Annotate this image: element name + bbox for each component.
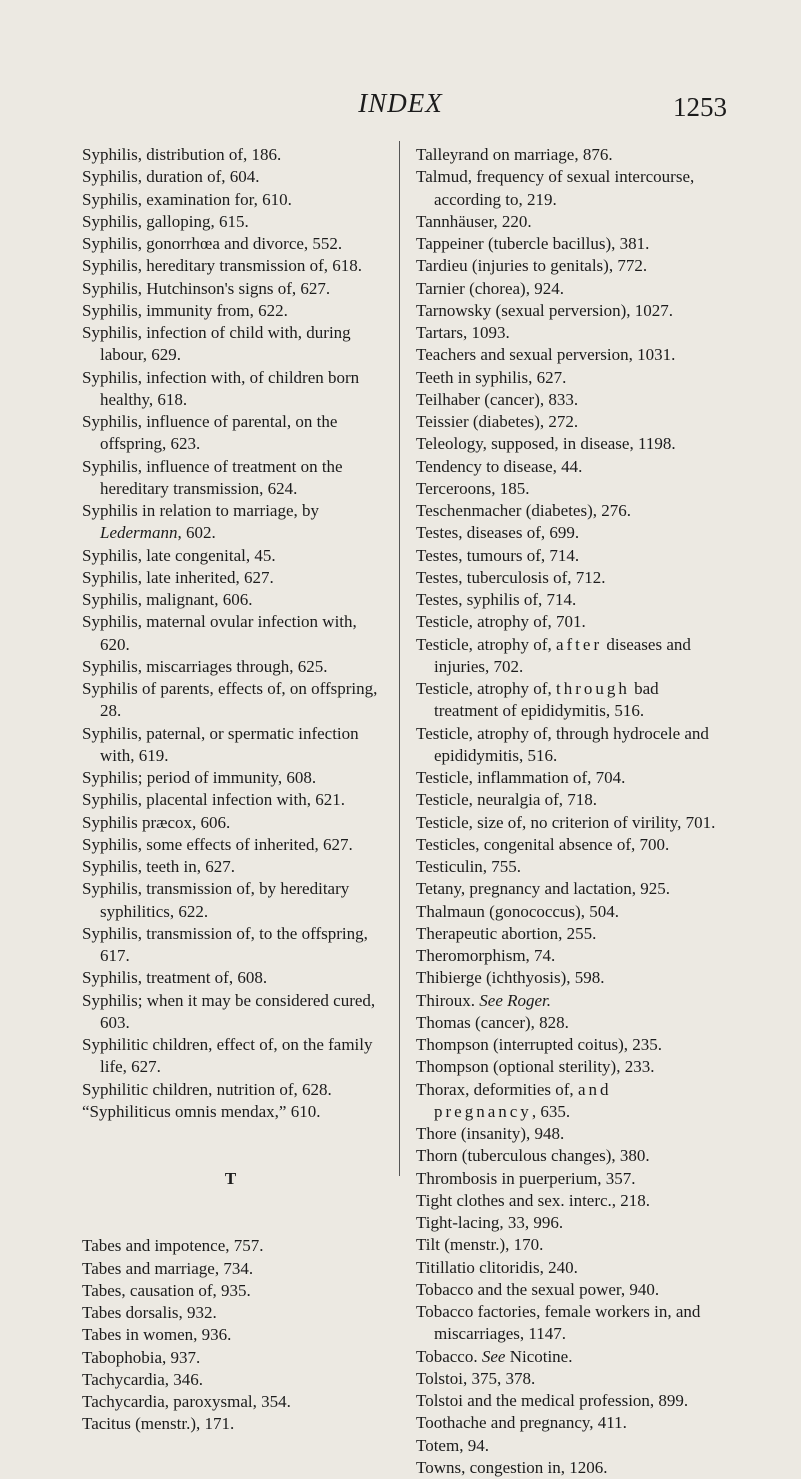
index-entry: Syphilis, late inherited, 627. (82, 567, 274, 587)
entry-text: Nicotine. (505, 1346, 573, 1366)
index-entry: Tabophobia, 937. (82, 1347, 201, 1367)
index-entry: Syphilitic children, nutrition of, 628. (82, 1079, 332, 1099)
index-entry: Tappeiner (tubercle bacillus), 381. (416, 234, 650, 253)
index-entry: Tight-lacing, 33, 996. (416, 1213, 564, 1232)
entry-spaced-text: after (555, 634, 603, 654)
index-entry: Titillatio clitoridis, 240. (416, 1257, 578, 1277)
index-entry: Syphilis, placental infection with, 621. (82, 790, 345, 810)
index-entry: Teachers and sexual perversion, 1031. (416, 345, 676, 365)
index-entry: Syphilis, transmission of, by hereditary syphilitics, 622. (82, 879, 350, 921)
index-entry: Towns, congestion in, 1206. (416, 1457, 608, 1477)
index-entry: Thibierge (ichthyosis), 598. (416, 968, 605, 988)
index-entry: Tabes and marriage, 734. (82, 1258, 254, 1278)
page-number: 1253 (673, 92, 727, 122)
index-entry (416, 678, 716, 723)
index-entry: Thalmaun (gonococcus), 504. (416, 901, 619, 921)
entry-text: Tobacco. (416, 1346, 482, 1366)
index-entry: Testes, tumours of, 714. (416, 545, 580, 565)
index-entry: Tarnier (chorea), 924. (416, 278, 564, 298)
index-entry: Testicle, neuralgia of, 718. (416, 790, 598, 810)
entry-group (82, 144, 379, 500)
index-entry: Syphilis, influence of treatment on the hereditary transmission, 624. (82, 456, 343, 498)
entry-text: diseases and injuries, 702. (434, 634, 691, 676)
index-entry: Syphilis, distribution of, 186. (82, 145, 282, 164)
index-entry: Tabes, causation of, 935. (82, 1280, 251, 1300)
entry-italic-text: See Roger. (479, 990, 552, 1010)
index-entry: Talmud, frequency of sexual intercourse, according to, 219. (416, 167, 695, 209)
index-entry: Toothache and pregnancy, 411. (416, 1413, 627, 1433)
index-entry: Tannhäuser, 220. (416, 211, 532, 231)
index-entry (416, 634, 716, 679)
index-entry: Tilt (menstr.), 170. (416, 1235, 544, 1255)
index-entry: Tachycardia, 346. (82, 1369, 204, 1389)
entry-text: Thiroux. (416, 990, 480, 1010)
index-entry: Testicle, inflammation of, 704. (416, 768, 626, 787)
index-entry: Terceroons, 185. (416, 478, 530, 498)
running-head: INDEX (358, 88, 443, 118)
index-entry: Syphilis of parents, effects of, on offspring, 28. (82, 679, 378, 721)
index-entry: Testes, tuberculosis of, 712. (416, 567, 606, 587)
entry-group (82, 1235, 379, 1435)
index-entry: Tardieu (injuries to genitals), 772. (416, 256, 648, 276)
index-entry: Testes, syphilis of, 714. (416, 590, 577, 609)
index-entry: Tarnowsky (sexual perversion), 1027. (416, 300, 674, 320)
index-entry: Syphilitic children, effect of, on the family life, 627. (82, 1035, 373, 1077)
entry-text: Thorax, deformities of, (416, 1079, 578, 1099)
index-entry: Syphilis, gonorrhœa and divorce, 552. (82, 234, 343, 253)
index-entry: Syphilis, infection with, of children born healthy, 618. (82, 367, 360, 409)
index-entry: Thore (insanity), 948. (416, 1124, 565, 1143)
index-entry: Thompson (interrupted coitus), 235. (416, 1035, 662, 1054)
index-entry: Thomas (cancer), 828. (416, 1012, 569, 1032)
entry-spaced-text: through (555, 679, 630, 698)
entry-text: bad treatment of epididymitis, 516. (434, 679, 659, 721)
index-entry: Tetany, pregnancy and lactation, 925. (416, 879, 671, 899)
section-letter-heading: T (224, 1169, 237, 1188)
index-entry: Tabes dorsalis, 932. (82, 1303, 217, 1322)
index-entry: Syphilis, transmission of, to the offspring, 617. (82, 923, 368, 965)
index-entry: Syphilis, hereditary transmission of, 618. (82, 256, 363, 276)
index-entry: Teissier (diabetes), 272. (416, 412, 579, 431)
entry-text: Syphilis in relation to marriage, by (82, 501, 320, 520)
index-entry: Syphilis, maternal ovular infection with, 620. (82, 612, 357, 654)
index-entry: Theromorphism, 74. (416, 946, 556, 965)
index-entry: Teschenmacher (diabetes), 276. (416, 501, 631, 520)
index-entry: “Syphiliticus omnis mendax,” 610. (82, 1101, 321, 1121)
entry-group (82, 545, 379, 1124)
entry-spaced-text: and pregnancy (434, 1079, 612, 1121)
index-entry: Talleyrand on marriage, 876. (416, 145, 613, 164)
index-entry: Teleology, supposed, in disease, 1198. (416, 434, 676, 454)
index-entry (416, 1079, 716, 1124)
index-entry: Syphilis, malignant, 606. (82, 590, 253, 609)
index-entry: Thorn (tuberculous changes), 380. (416, 1146, 650, 1166)
index-entry: Syphilis præcox, 606. (82, 812, 231, 832)
index-entry: Syphilis, galloping, 615. (82, 211, 249, 231)
entry-group (416, 723, 716, 990)
index-entry: Thompson (optional sterility), 233. (416, 1057, 655, 1077)
entry-italic-text: Ledermann (100, 523, 178, 543)
index-entry: Testicle, size of, no criterion of virility, 701. (416, 812, 716, 832)
entry-group (416, 1368, 716, 1479)
index-entry: Testes, diseases of, 699. (416, 523, 580, 543)
index-entry: Tolstoi and the medical profession, 899. (416, 1391, 689, 1410)
index-entry: Syphilis, duration of, 604. (82, 167, 260, 187)
index-entry: Syphilis, some effects of inherited, 627. (82, 834, 353, 854)
index-entry: Syphilis, miscarriages through, 625. (82, 656, 328, 676)
index-column-right (416, 144, 716, 1479)
entry-group (416, 1123, 716, 1346)
index-entry: Tabes and impotence, 757. (82, 1236, 264, 1256)
index-entry: Tolstoi, 375, 378. (416, 1368, 536, 1388)
index-entry: Totem, 94. (416, 1435, 489, 1455)
index-entry: Tartars, 1093. (416, 323, 510, 342)
index-entry: Syphilis, late congenital, 45. (82, 545, 276, 565)
index-entry: Thrombosis in puerperium, 357. (416, 1168, 636, 1188)
index-entry (416, 1346, 716, 1368)
index-entry: Testicle, atrophy of, through hydrocele and epididymitis, 516. (416, 723, 709, 765)
index-entry: Tobacco factories, female workers in, and miscarriages, 1147. (416, 1302, 701, 1344)
index-column-left (82, 144, 379, 1436)
index-entry: Syphilis, influence of parental, on the offspring, 623. (82, 412, 338, 454)
index-entry: Syphilis, paternal, or spermatic infection with, 619. (82, 723, 359, 765)
index-entry: Teilhaber (cancer), 833. (416, 389, 579, 409)
index-entry: Tacitus (menstr.), 171. (82, 1414, 235, 1434)
index-entry: Syphilis, examination for, 610. (82, 189, 292, 209)
entry-text: , 635. (531, 1101, 571, 1121)
index-entry: Tobacco and the sexual power, 940. (416, 1279, 660, 1299)
entry-italic-text: See (481, 1346, 506, 1366)
entry-group (416, 144, 716, 634)
entry-text: Testicle, atrophy of, (416, 679, 556, 698)
index-entry: Testicle, atrophy of, 701. (416, 612, 586, 632)
index-entry (82, 500, 379, 545)
index-entry: Tabes in women, 936. (82, 1325, 232, 1345)
index-entry: Syphilis, infection of child with, during labour, 629. (82, 323, 351, 365)
index-entry: Testicles, congenital absence of, 700. (416, 834, 670, 854)
index-entry: Tight clothes and sex. interc., 218. (416, 1190, 651, 1210)
index-entry: Therapeutic abortion, 255. (416, 923, 597, 943)
index-entry: Teeth in syphilis, 627. (416, 367, 567, 387)
column-divider (399, 141, 400, 1176)
index-entry (416, 990, 716, 1012)
index-entry: Syphilis, teeth in, 627. (82, 857, 235, 876)
index-entry: Syphilis; when it may be considered cured, 603. (82, 990, 376, 1032)
index-entry: Syphilis; period of immunity, 608. (82, 768, 317, 787)
entry-group (416, 1012, 716, 1079)
index-entry: Tendency to disease, 44. (416, 456, 583, 476)
page-header (0, 88, 801, 128)
index-entry: Syphilis, immunity from, 622. (82, 300, 288, 320)
entry-text: , 602. (177, 523, 216, 543)
index-entry: Syphilis, treatment of, 608. (82, 968, 268, 988)
index-entry: Testiculin, 755. (416, 857, 522, 876)
entry-text: Testicle, atrophy of, (416, 634, 556, 654)
index-entry: Tachycardia, paroxysmal, 354. (82, 1392, 291, 1411)
index-entry: Syphilis, Hutchinson's signs of, 627. (82, 278, 331, 298)
